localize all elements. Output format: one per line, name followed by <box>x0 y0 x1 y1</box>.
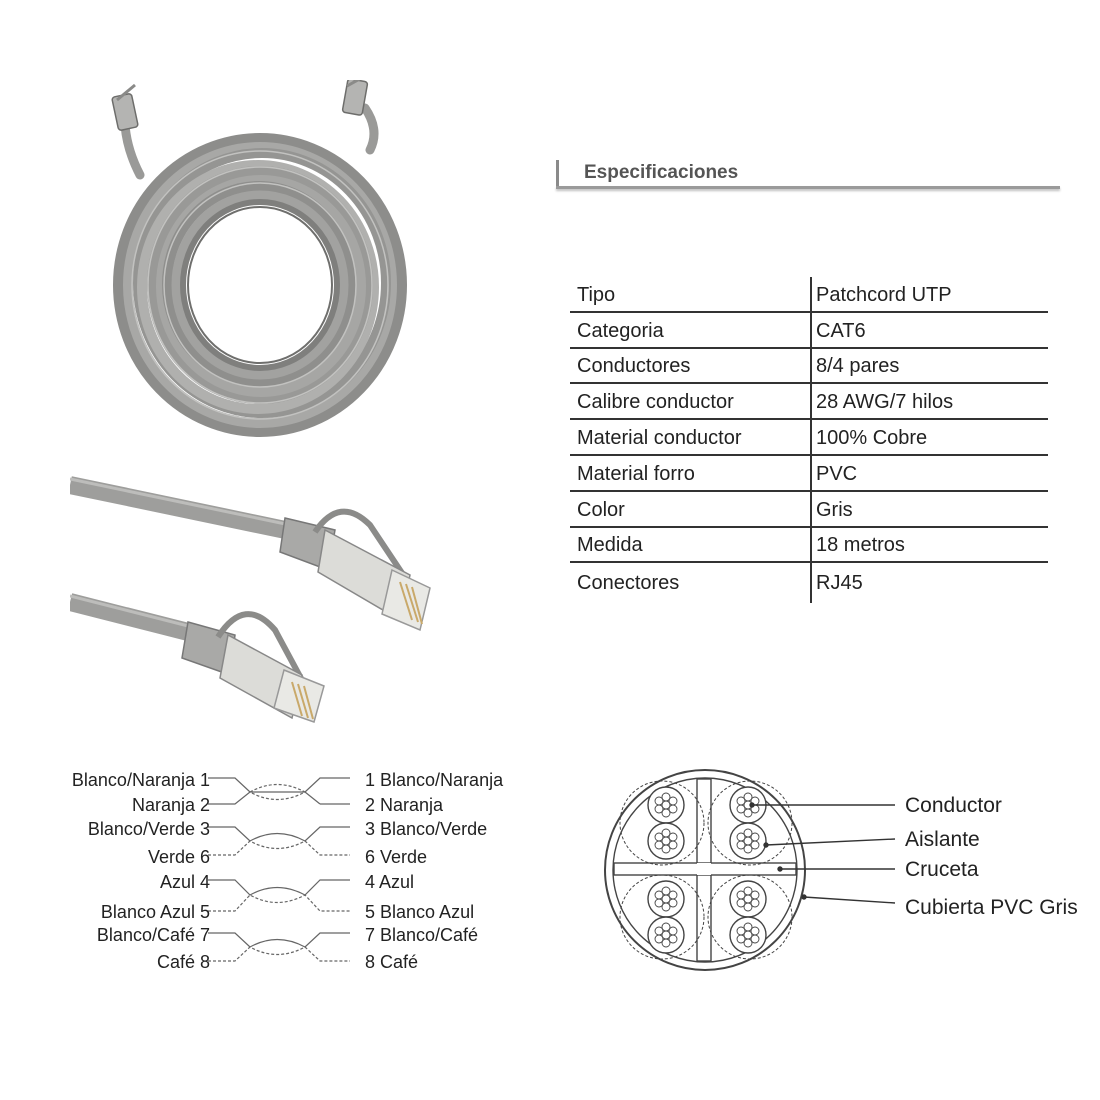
label-cubierta: Cubierta PVC Gris <box>905 896 1078 919</box>
wire-label-right: 7 Blanco/Café <box>365 925 479 945</box>
spec-value: CAT6 <box>816 319 866 342</box>
wire-label-right: 8 Café <box>365 952 419 972</box>
spec-value: 18 metros <box>816 534 905 557</box>
table-row <box>570 384 1048 420</box>
wiring-lines <box>30 765 540 980</box>
wiring-diagram <box>30 765 540 980</box>
spec-value: Patchcord UTP <box>816 283 952 306</box>
wire-label-left: Café 8 <box>156 952 210 972</box>
wire-label-left: Blanco/Naranja 1 <box>71 770 210 790</box>
label-aislante: Aislante <box>905 828 980 851</box>
table-row <box>570 563 1048 599</box>
wire-label-left: Blanco Azul 5 <box>100 902 210 922</box>
wire-label-left: Naranja 2 <box>131 795 210 815</box>
table-row <box>570 349 1048 385</box>
specs-header <box>556 158 1060 192</box>
table-row <box>570 277 1048 313</box>
spec-key: Material forro <box>577 462 695 485</box>
spec-key: Conductores <box>577 355 691 378</box>
table-row <box>570 492 1048 528</box>
spec-key: Color <box>577 498 625 521</box>
spec-key: Conectores <box>577 572 680 595</box>
spec-key: Medida <box>577 534 643 557</box>
wire-label-left: Blanco/Verde 3 <box>87 819 210 839</box>
spec-key: Material conductor <box>577 426 742 449</box>
wire-label-left: Verde 6 <box>147 847 210 867</box>
spec-value: 28 AWG/7 hilos <box>816 391 954 414</box>
wire-label-right: 1 Blanco/Naranja <box>365 770 504 790</box>
wire-label-left: Azul 4 <box>159 872 210 892</box>
coiled-cable-image <box>95 80 425 440</box>
wire-label-left: Blanco/Café 7 <box>96 925 210 945</box>
spec-value: PVC <box>816 462 858 485</box>
wire-label-right: 5 Blanco Azul <box>365 902 475 922</box>
label-cruceta: Cruceta <box>905 858 979 881</box>
header-left-bar <box>556 160 559 188</box>
header-underline <box>556 186 1060 189</box>
specs-title: Especificaciones <box>584 162 739 183</box>
label-conductor: Conductor <box>905 794 1002 817</box>
cable-cross-section <box>600 765 900 985</box>
spec-value: Gris <box>816 498 853 521</box>
wire-label-right: 6 Verde <box>365 847 428 867</box>
spec-key: Tipo <box>577 283 616 306</box>
spec-value: 8/4 pares <box>816 355 900 378</box>
table-row <box>570 313 1048 349</box>
spec-key: Categoria <box>577 319 664 342</box>
spec-value: 100% Cobre <box>816 426 928 449</box>
spec-value: RJ45 <box>816 572 863 595</box>
wire-label-right: 2 Naranja <box>365 795 444 815</box>
wire-label-right: 3 Blanco/Verde <box>365 819 488 839</box>
spec-key: Calibre conductor <box>577 391 734 414</box>
cable-connectors-image <box>70 470 450 730</box>
table-row <box>570 528 1048 564</box>
wire-label-right: 4 Azul <box>365 872 415 892</box>
table-row <box>570 420 1048 456</box>
specs-table <box>570 277 1048 599</box>
table-row <box>570 456 1048 492</box>
